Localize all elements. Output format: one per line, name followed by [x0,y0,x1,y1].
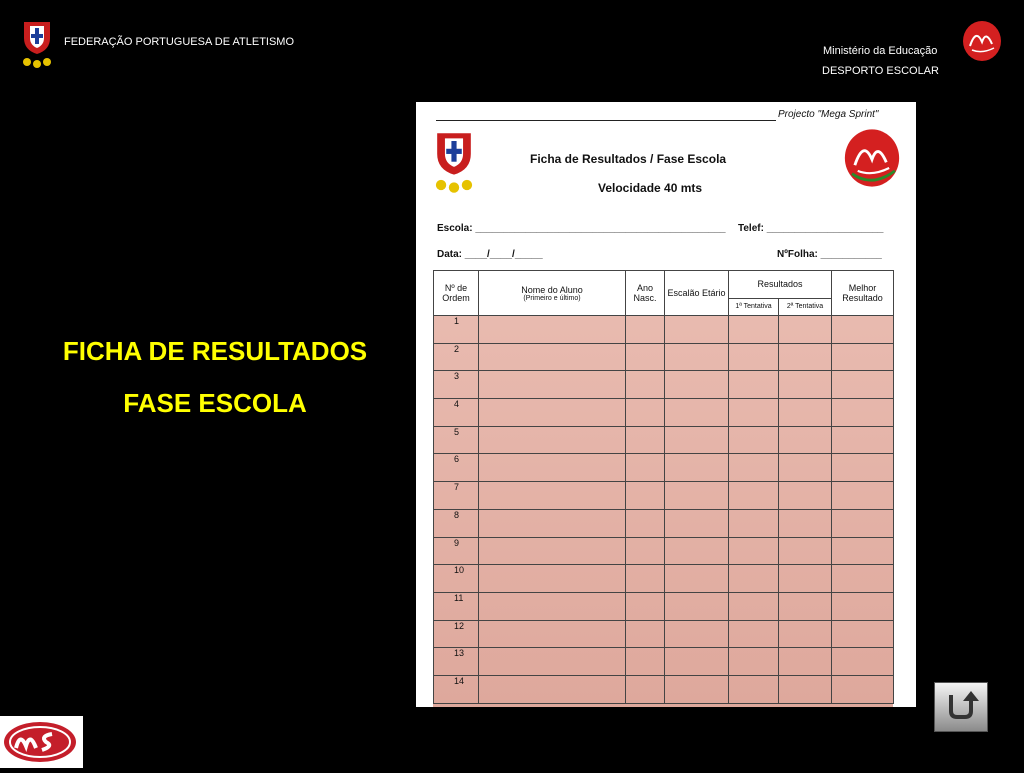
empty-cell [729,675,779,703]
table-row [434,620,894,648]
empty-cell [832,675,894,703]
empty-cell [665,399,729,427]
empty-cell [832,399,894,427]
empty-cell [626,343,665,371]
mega-sprint-logo-icon [0,716,83,768]
empty-cell [779,454,832,482]
empty-cell [479,509,626,537]
empty-cell [832,316,894,344]
row-number: 13 [434,648,479,676]
fpa-logo-icon [20,20,54,70]
federation-name: FEDERAÇÃO PORTUGUESA DE ATLETISMO [64,36,295,48]
empty-cell [626,371,665,399]
telef-field-label: Telef: _____________________ [738,223,884,234]
empty-cell [479,648,626,676]
empty-cell [729,620,779,648]
empty-cell [779,316,832,344]
row-number: 9 [434,537,479,565]
empty-cell [832,592,894,620]
col-name-label: Nome do Aluno [521,284,583,295]
col-year: Ano Nasc. [626,271,665,316]
results-form-document [416,102,916,707]
empty-cell [626,675,665,703]
empty-cell [479,482,626,510]
col-name-note: (Primeiro e último) [523,294,581,302]
empty-cell [479,537,626,565]
empty-cell [832,454,894,482]
empty-cell [665,316,729,344]
empty-cell [729,509,779,537]
empty-cell [479,316,626,344]
empty-cell [729,371,779,399]
empty-cell [626,454,665,482]
empty-cell [779,509,832,537]
empty-cell [729,426,779,454]
data-field-label: Data: ____/____/_____ [437,249,543,260]
empty-cell [779,343,832,371]
return-arrow-icon [943,689,979,726]
empty-cell [665,648,729,676]
empty-cell [626,509,665,537]
empty-cell [779,620,832,648]
empty-cell [832,509,894,537]
col-name [479,271,626,316]
empty-cell [665,565,729,593]
empty-cell [479,620,626,648]
empty-cell [626,620,665,648]
col-best: Melhor Resultado [832,271,894,316]
empty-cell [626,648,665,676]
escola-field-label: Escola: _____________________________________________ [437,223,726,234]
table-row [434,648,894,676]
empty-cell [832,482,894,510]
table-row [434,482,894,510]
table-row [434,399,894,427]
results-table [433,270,894,704]
empty-cell [665,482,729,510]
empty-cell [779,426,832,454]
empty-cell [626,565,665,593]
ministry-name: Ministério da Educação [823,45,938,57]
row-number: 1 [434,316,479,344]
slide-title-line1: FICHA DE RESULTADOS [62,336,368,366]
row-number: 8 [434,509,479,537]
empty-cell [779,565,832,593]
table-row [434,316,894,344]
empty-cell [729,482,779,510]
empty-cell [779,371,832,399]
empty-cell [832,426,894,454]
empty-cell [729,565,779,593]
empty-cell [479,565,626,593]
table-row [434,454,894,482]
empty-cell [729,316,779,344]
empty-cell [626,482,665,510]
project-rule [436,120,776,121]
empty-cell [665,592,729,620]
empty-cell [832,343,894,371]
empty-cell [779,675,832,703]
empty-cell [479,399,626,427]
empty-cell [779,537,832,565]
empty-cell [779,482,832,510]
row-number: 14 [434,675,479,703]
empty-cell [479,675,626,703]
doc-fpa-logo-icon [432,130,476,196]
table-row [434,343,894,371]
doc-subheading: Velocidade 40 mts [598,181,703,195]
table-row [434,426,894,454]
row-number: 4 [434,399,479,427]
row-number: 12 [434,620,479,648]
empty-cell [665,620,729,648]
desporto-escolar-logo-icon [962,20,1002,62]
row-number: 6 [434,454,479,482]
col-attempt2: 2ª Tentativa [779,298,832,315]
empty-cell [479,371,626,399]
empty-cell [626,316,665,344]
empty-cell [665,509,729,537]
table-row [434,509,894,537]
col-order: Nº de Ordem [434,271,479,316]
empty-cell [665,343,729,371]
doc-heading: Ficha de Resultados / Fase Escola [530,152,727,166]
row-number: 7 [434,482,479,510]
empty-cell [729,648,779,676]
col-age-group: Escalão Etário [665,271,729,316]
empty-cell [779,592,832,620]
project-label: Projecto "Mega Sprint" [778,109,879,120]
empty-cell [779,648,832,676]
empty-cell [832,565,894,593]
table-row [434,537,894,565]
table-row [434,371,894,399]
empty-cell [479,592,626,620]
empty-cell [729,454,779,482]
empty-cell [832,371,894,399]
col-attempt1: 1ª Tentativa [729,298,779,315]
empty-cell [729,592,779,620]
empty-cell [479,426,626,454]
empty-cell [832,620,894,648]
empty-cell [832,537,894,565]
empty-cell [729,343,779,371]
table-row [434,675,894,703]
row-number: 3 [434,371,479,399]
empty-cell [626,426,665,454]
return-button[interactable] [934,682,988,732]
school-sport-name: DESPORTO ESCOLAR [822,65,939,77]
empty-cell [665,454,729,482]
empty-cell [665,537,729,565]
empty-cell [479,454,626,482]
empty-cell [626,399,665,427]
empty-cell [665,371,729,399]
folha-field-label: NºFolha: ___________ [777,249,882,260]
empty-cell [779,399,832,427]
empty-cell [626,537,665,565]
empty-cell [729,537,779,565]
table-row [434,565,894,593]
empty-cell [832,648,894,676]
table-row [434,592,894,620]
empty-cell [729,399,779,427]
row-number: 5 [434,426,479,454]
empty-cell [479,343,626,371]
slide-title-line2: FASE ESCOLA [123,388,307,418]
empty-cell [626,592,665,620]
row-number: 10 [434,565,479,593]
empty-cell [665,675,729,703]
empty-cell [665,426,729,454]
doc-desporto-logo-icon [842,128,902,188]
row-number: 2 [434,343,479,371]
row-number: 11 [434,592,479,620]
col-results: Resultados [729,271,832,299]
